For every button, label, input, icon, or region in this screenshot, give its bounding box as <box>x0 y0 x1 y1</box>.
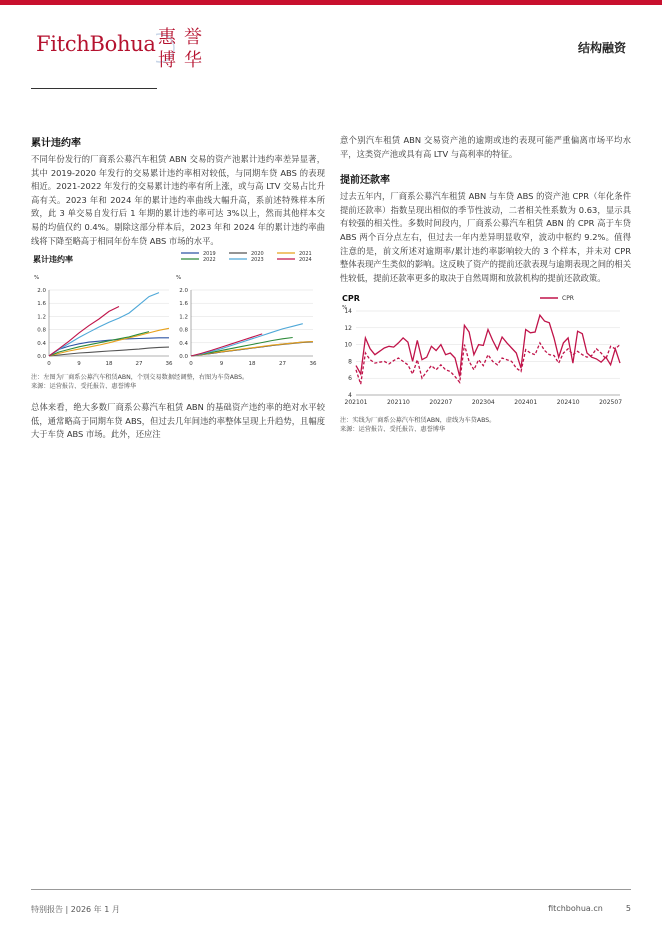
paragraph-continuation: 意个别汽车租赁 ABN 交易资产池的逾期或违约表现可能严重偏离市场平均水平，这类资产池或具有高 LTV 与高利率的特征。 <box>340 135 631 159</box>
x-tick-0-36: 36 <box>165 361 173 368</box>
y-tick-1-0.8: 0.8 <box>179 327 188 334</box>
right-column <box>340 134 631 434</box>
y-tick-0-1.6: 1.6 <box>37 301 46 308</box>
x-tick-0-9: 9 <box>77 361 81 368</box>
legend-label-2021: 2021 <box>299 251 312 258</box>
logo-seal <box>156 24 212 74</box>
y-tick-0-0.4: 0.4 <box>37 340 46 347</box>
y-tick-1-1.6: 1.6 <box>179 301 188 308</box>
legend-label-2024: 2024 <box>299 257 312 264</box>
seal-mark <box>156 24 212 74</box>
x-tick-1-0: 0 <box>189 361 193 368</box>
cpr-chart <box>340 293 631 415</box>
cpr-series-dashed <box>356 343 620 384</box>
footer-report-date: 特别报告 | 2026 年 1 月 <box>31 905 120 914</box>
legend-label-2020: 2020 <box>251 251 264 258</box>
cpr-y-tick-10: 10 <box>344 341 352 349</box>
heading-cumulative-default: 累计违约率 <box>31 138 81 149</box>
paragraph-cumulative-default: 不同年份发行的厂商系公募汽车租赁 ABN 交易的资产池累计违约率差异显著，其中 2019-2020 年发行的交易累计违约率相对较低，与同期车贷 ABS 的表现相近。2021-2022 年发行的交易累计违约率有所上涨，或与高 LTV 交易占比升高有关。2023 年和 2024 年的累计违约率曲线大幅升高，系前述特殊样本所致，此 3 单交易自发行后 1 年期的累计违约率可达 3%以上，然而其他样本交易的均值仅约 0.4%。剔除这部分样本后，2023 年和 2024 年的累计违约率曲线将下降至略高于相同年份车贷 ABS 市场的水平。 <box>31 154 325 246</box>
cumulative-default-charts <box>31 250 325 372</box>
legend-label-2023: 2023 <box>251 257 264 264</box>
footer-site-link[interactable]: fitchbohua.cn <box>548 904 603 913</box>
cpr-legend-label: CPR <box>562 295 574 303</box>
y-tick-1-0.0: 0.0 <box>179 354 188 361</box>
cpr-x-tick-202401: 202401 <box>514 399 538 407</box>
left-column <box>31 134 325 442</box>
chart-source: 来源：运营报告、受托报告、惠誉博华 <box>31 382 137 390</box>
y-tick-1-0.4: 0.4 <box>179 340 188 347</box>
cpr-y-tick-6: 6 <box>348 375 352 383</box>
seal-char-4: 华 <box>184 50 204 71</box>
paragraph-prepayment: 过去五年内，厂商系公募汽车租赁 ABN 与车贷 ABS 的资产池 CPR（年化条件提前还款率）指数呈现出相似的季节性波动，二者相关性系数为 0.63，显示具有较强的相关性。多数时间段内，厂商系公募汽车租赁 ABN 的 CPR 高于车贷 ABS 两个百分点左右，但过去一年内差异明显收窄，波动中枢约 9.2%。值得注意的是，前文所述对逾期率/累计违约率影响较大的 3 个样本，并未对 CPR 整体表现产生类似的影响。这反映了资产的提前还款表现与逾期表现之间的相关性较低，提前还款率更多的取决于自然周期和放款机构的提前还款政策。 <box>340 191 631 283</box>
legend-label-2022: 2022 <box>203 257 216 264</box>
heading-prepayment: 提前还款率 <box>340 175 390 187</box>
cumulative-default-chart <box>31 250 325 372</box>
x-tick-1-18: 18 <box>248 361 256 368</box>
top-accent-bar <box>0 0 662 5</box>
x-tick-0-18: 18 <box>105 361 113 368</box>
legend-label-2019: 2019 <box>203 251 216 258</box>
y-tick-0-2.0: 2.0 <box>37 288 46 295</box>
x-tick-1-27: 27 <box>279 361 286 368</box>
seal-char-3: 博 <box>158 50 178 71</box>
x-tick-1-36: 36 <box>309 361 317 368</box>
y-unit-label-1: % <box>176 275 182 282</box>
page-number: 5 <box>625 904 631 913</box>
chart-title: 累计违约率 <box>33 255 73 265</box>
cpr-y-unit: % <box>342 305 348 312</box>
cpr-x-tick-202507: 202507 <box>599 399 623 407</box>
cpr-y-tick-14: 14 <box>344 308 352 316</box>
cpr-y-tick-4: 4 <box>348 392 352 400</box>
series-line-0-2023 <box>49 293 159 356</box>
cpr-x-tick-202410: 202410 <box>556 399 580 407</box>
paragraph-summary: 总体来看，绝大多数厂商系公募汽车租赁 ABN 的基础资产违约率的绝对水平较低，通常略高于同期车贷 ABS，但过去几年间违约率整体呈现上升趋势，且幅度大于车贷 ABS 市场。此外，还应注 <box>31 402 325 440</box>
x-tick-1-9: 9 <box>219 361 224 368</box>
cpr-chart-wrap <box>340 293 631 415</box>
x-tick-0-0: 0 <box>47 361 51 368</box>
cpr-x-tick-202304: 202304 <box>471 399 495 407</box>
x-tick-0-27: 27 <box>135 361 143 368</box>
y-tick-0-1.2: 1.2 <box>37 314 46 321</box>
seal-char-2: 誉 <box>184 27 204 48</box>
cpr-series-solid <box>356 316 620 377</box>
header-divider <box>31 88 157 89</box>
chart-note: 注：左图为厂商系公募汽车租赁ABN，个别交易数据经调整，右图为车贷ABS。 <box>31 374 249 382</box>
cpr-y-tick-8: 8 <box>348 358 352 366</box>
cpr-source: 来源：运营报告、受托报告、惠誉博华 <box>340 425 446 433</box>
cpr-y-tick-12: 12 <box>344 325 352 333</box>
y-tick-1-2.0: 2.0 <box>179 288 188 295</box>
cpr-x-tick-202207: 202207 <box>429 399 453 407</box>
y-tick-1-1.2: 1.2 <box>179 314 188 321</box>
seal-char-1: 惠 <box>158 27 178 48</box>
section-label: 结构融资 <box>577 41 626 55</box>
cpr-x-tick-202110: 202110 <box>386 399 410 407</box>
y-tick-0-0.0: 0.0 <box>37 354 46 361</box>
footer-divider <box>31 889 631 890</box>
cpr-x-tick-202101: 202101 <box>344 399 368 407</box>
cpr-chart-title: CPR <box>342 294 360 304</box>
cpr-note: 注：实线为厂商系公募汽车租赁ABN，虚线为车贷ABS。 <box>340 417 496 425</box>
fitch-bohua-logo: FitchBohua <box>36 32 156 56</box>
y-tick-0-0.8: 0.8 <box>37 327 46 334</box>
footer-right <box>548 904 631 913</box>
y-unit-label-0: % <box>34 275 40 282</box>
